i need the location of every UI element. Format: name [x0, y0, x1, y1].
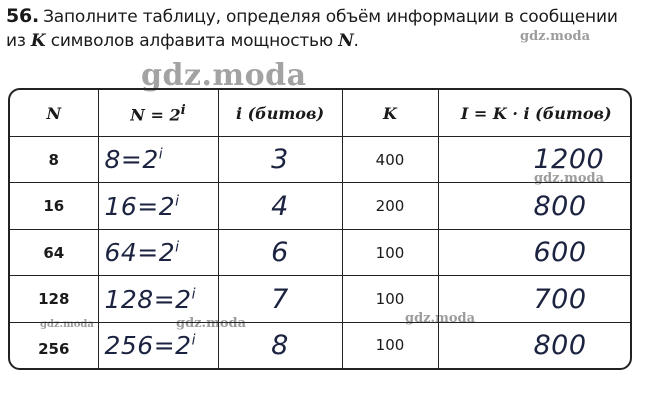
cell-n-eq-text: 16=2 — [104, 191, 176, 221]
watermark: gdz.moda — [405, 311, 476, 326]
task-text-part1: Заполните таблицу, определяя объём информации в сообщении из — [6, 7, 618, 51]
watermark: gdz.moda — [176, 316, 247, 331]
header-n-eq-sup: i — [180, 101, 186, 118]
cell-k: 100 — [342, 276, 438, 322]
task-text-part2: символов алфавита мощностью — [45, 31, 339, 51]
cell-k: 400 — [342, 137, 438, 183]
cell-i: 4 — [218, 183, 342, 229]
cell-n-eq-sup: i — [191, 286, 196, 303]
cell-result: 800 — [438, 183, 632, 229]
cell-i: 8 — [218, 322, 342, 368]
header-n-eq — [98, 90, 218, 137]
cell-i: 6 — [218, 229, 342, 275]
watermark-large: gdz.moda — [141, 58, 307, 93]
table-frame — [8, 88, 632, 370]
cell-n-eq-sup: i — [191, 332, 196, 349]
header-n-eq-text: N = 2 — [130, 105, 181, 125]
table-row — [10, 322, 632, 368]
header-n: N — [10, 90, 98, 137]
cell-n-eq — [98, 322, 218, 368]
cell-n-eq-text: 64=2 — [104, 238, 176, 268]
table-row — [10, 229, 632, 275]
cell-n-eq-text: 256=2 — [104, 330, 192, 360]
cell-result: 700 — [438, 276, 632, 322]
header-result: I = K · i (битов) — [438, 90, 632, 137]
table-row — [10, 183, 632, 229]
cell-n-eq-sup: i — [175, 239, 180, 256]
cell-n-eq — [98, 137, 218, 183]
cell-n: 128 — [10, 276, 98, 322]
header-k: K — [342, 90, 438, 137]
header-i: i (битов) — [218, 90, 342, 137]
cell-n: 256 — [10, 322, 98, 368]
watermark: gdz.moda — [520, 29, 591, 44]
cell-k: 200 — [342, 183, 438, 229]
cell-k: 100 — [342, 229, 438, 275]
cell-n-eq-sup: i — [175, 193, 180, 210]
cell-n-eq-text: 8=2 — [104, 145, 159, 175]
task-text-part3: . — [353, 31, 359, 51]
table-row — [10, 137, 632, 183]
cell-result: 800 — [438, 322, 632, 368]
cell-n: 16 — [10, 183, 98, 229]
cell-n: 8 — [10, 137, 98, 183]
cell-n-eq — [98, 183, 218, 229]
watermark: gdz.moda — [40, 319, 94, 330]
cell-n-eq-text: 128=2 — [104, 284, 192, 314]
cell-result: 1200 — [438, 137, 632, 183]
table-row — [10, 276, 632, 322]
cell-result: 600 — [438, 229, 632, 275]
cell-i: 7 — [218, 276, 342, 322]
cell-k: 100 — [342, 322, 438, 368]
task-number: 56. — [6, 5, 40, 27]
cell-n-eq-sup: i — [158, 146, 164, 163]
cell-i: 3 — [218, 137, 342, 183]
cell-n: 64 — [10, 229, 98, 275]
task-var-k: K — [30, 31, 46, 51]
table-header-row — [10, 90, 632, 137]
cell-n-eq — [98, 276, 218, 322]
task-var-n: N — [338, 31, 354, 51]
cell-n-eq — [98, 229, 218, 275]
watermark: gdz.moda — [534, 171, 605, 186]
info-table — [10, 90, 632, 368]
